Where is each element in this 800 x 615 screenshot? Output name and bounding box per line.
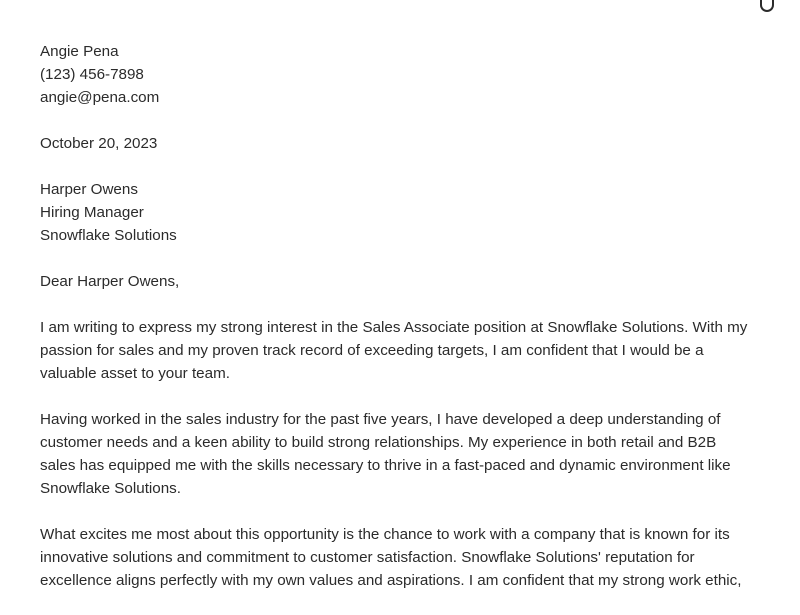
paragraph-line: Having worked in the sales industry for the past five years, I have developed a deep understanding of bbox=[40, 411, 721, 428]
paragraph-line: passion for sales and my proven track record of exceeding targets, I am confident that I would be a bbox=[40, 342, 704, 359]
paragraph-3 bbox=[40, 523, 770, 592]
cover-letter bbox=[40, 40, 770, 615]
recipient-block bbox=[40, 178, 770, 247]
paragraph-line: valuable asset to your team. bbox=[40, 365, 230, 382]
paragraph-line: Snowflake Solutions. bbox=[40, 480, 181, 497]
salutation: Dear Harper Owens, bbox=[40, 273, 180, 290]
paragraph-2 bbox=[40, 408, 770, 500]
attachment-icon[interactable] bbox=[760, 0, 774, 12]
recipient-title: Hiring Manager bbox=[40, 204, 144, 221]
paragraph-line: I am writing to express my strong interest in the Sales Associate position at Snowflake Solutions. With my bbox=[40, 319, 748, 336]
sender-name: Angie Pena bbox=[40, 43, 119, 60]
sender-email: angie@pena.com bbox=[40, 89, 160, 106]
recipient-company: Snowflake Solutions bbox=[40, 227, 177, 244]
salutation-block bbox=[40, 270, 770, 293]
paragraph-line: sales has equipped me with the skills necessary to thrive in a fast-paced and dynamic environment like bbox=[40, 457, 731, 474]
paragraph-line: innovative solutions and commitment to customer satisfaction. Snowflake Solutions' reputation for bbox=[40, 549, 695, 566]
paragraph-line: customer needs and a keen ability to build strong relationships. My experience in both retail and B2B bbox=[40, 434, 717, 451]
letter-date: October 20, 2023 bbox=[40, 135, 158, 152]
paragraph-1 bbox=[40, 316, 770, 385]
sender-phone: (123) 456-7898 bbox=[40, 66, 144, 83]
date-block bbox=[40, 132, 770, 155]
paragraph-line: excellence aligns perfectly with my own values and aspirations. I am confident that my strong work ethic, bbox=[40, 572, 742, 589]
sender-block bbox=[40, 40, 770, 109]
paragraph-line: What excites me most about this opportunity is the chance to work with a company that is known for its bbox=[40, 526, 730, 543]
recipient-name: Harper Owens bbox=[40, 181, 138, 198]
